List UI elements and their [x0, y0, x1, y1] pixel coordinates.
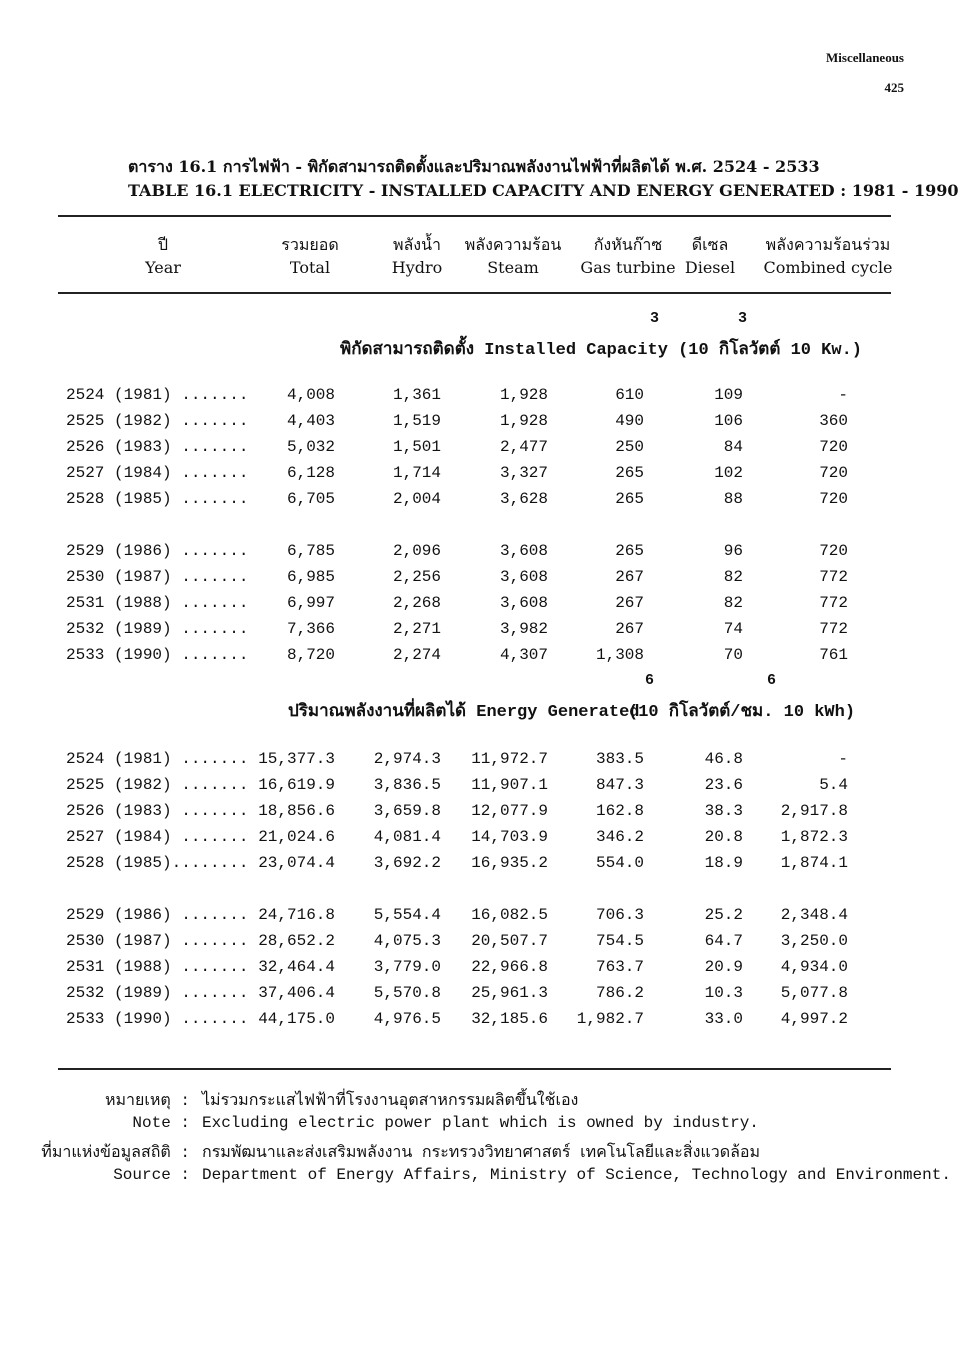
cell-diesel: 82: [723, 568, 743, 586]
source-thai-text: กรมพัฒนาและส่งเสริมพลังงาน กระทรวงวิทยาศาสตร์ เทคโนโลยีและสิ่งแวดล้อม: [202, 1144, 761, 1162]
cell-year: 2527 (1984) .......: [66, 828, 249, 846]
cell-steam: 16,935.2: [471, 854, 548, 872]
cell-gas: 267: [615, 620, 644, 638]
cell-comb: 772: [819, 594, 848, 612]
note-thai-label: หมายเหตุ :: [104, 1092, 190, 1110]
cell-total: 28,652.2: [258, 932, 335, 950]
energy-section-unit: (10 กิโลวัตต์/ชม. 10 kWh): [628, 703, 856, 722]
table-row: [0, 386, 966, 412]
cell-hydro: 2,096: [392, 542, 441, 560]
cell-year: 2526 (1983) .......: [66, 438, 249, 456]
cell-diesel: 23.6: [704, 776, 743, 794]
cell-steam: 11,972.7: [471, 750, 548, 768]
cell-comb: 720: [819, 490, 848, 508]
table-row: [0, 958, 966, 984]
col-total-thai: รวมยอด: [281, 235, 339, 254]
cell-diesel: 33.0: [704, 1010, 743, 1028]
cell-hydro: 4,976.5: [373, 1010, 441, 1028]
table-row: [0, 568, 966, 594]
table-row: [0, 932, 966, 958]
cell-year: 2529 (1986) .......: [66, 542, 249, 560]
cell-year: 2531 (1988) .......: [66, 594, 249, 612]
cell-steam: 3,608: [499, 542, 548, 560]
col-gas-thai: กังหันก๊าซ: [593, 235, 663, 254]
cell-gas: 162.8: [595, 802, 644, 820]
cell-steam: 11,907.1: [471, 776, 548, 794]
cell-diesel: 106: [714, 412, 743, 430]
table-row: [0, 464, 966, 490]
cell-hydro: 3,659.8: [373, 802, 441, 820]
cell-hydro: 1,501: [392, 438, 441, 456]
cell-year: 2530 (1987) .......: [66, 932, 249, 950]
table-row: [0, 620, 966, 646]
cell-total: 4,008: [286, 386, 335, 404]
cell-gas: 346.2: [595, 828, 644, 846]
table-row: [0, 854, 966, 880]
cell-hydro: 2,271: [392, 620, 441, 638]
table-row: [0, 1010, 966, 1036]
cell-steam: 1,928: [499, 412, 548, 430]
capacity-exponent-1: 3: [650, 310, 660, 327]
cell-comb: 761: [819, 646, 848, 664]
note-thai-text: ไม่รวมกระแสไฟฟ้าที่โรงงานอุตสาหกรรมผลิตขึ้นใช้เอง: [202, 1092, 579, 1110]
cell-comb: 2,917.8: [780, 802, 848, 820]
cell-comb: -: [838, 386, 848, 404]
cell-steam: 22,966.8: [471, 958, 548, 976]
cell-comb: 1,874.1: [780, 854, 848, 872]
cell-diesel: 96: [723, 542, 743, 560]
table-row: [0, 438, 966, 464]
cell-hydro: 2,268: [392, 594, 441, 612]
cell-total: 24,716.8: [258, 906, 335, 924]
cell-comb: 5.4: [819, 776, 848, 794]
source-thai-label: ที่มาแห่งข้อมูลสถิติ :: [41, 1144, 190, 1162]
note-label: Note :: [132, 1114, 190, 1132]
cell-diesel: 70: [723, 646, 743, 664]
cell-year: 2533 (1990) .......: [66, 1010, 249, 1028]
col-steam-thai: พลังความร้อน: [464, 235, 562, 254]
cell-comb: 5,077.8: [780, 984, 848, 1002]
cell-steam: 2,477: [499, 438, 548, 456]
table-title-thai: ตาราง 16.1 การไฟฟ้า - พิกัดสามารถติดตั้งและปริมาณพลังงานไฟฟ้าที่ผลิตได้ พ.ศ. 2524 - 2533: [128, 157, 820, 176]
cell-year: 2533 (1990) .......: [66, 646, 249, 664]
cell-gas: 1,982.7: [576, 1010, 644, 1028]
cell-comb: -: [838, 750, 848, 768]
table-row: [0, 828, 966, 854]
energy-exponent-1: 6: [645, 672, 655, 689]
cell-hydro: 1,519: [392, 412, 441, 430]
cell-gas: 706.3: [595, 906, 644, 924]
col-steam: Steam: [487, 258, 539, 277]
cell-total: 23,074.4: [258, 854, 335, 872]
cell-year: 2530 (1987) .......: [66, 568, 249, 586]
cell-year: 2525 (1982) .......: [66, 776, 249, 794]
cell-year: 2524 (1981) .......: [66, 386, 249, 404]
cell-hydro: 2,256: [392, 568, 441, 586]
cell-comb: 720: [819, 464, 848, 482]
cell-steam: 14,703.9: [471, 828, 548, 846]
cell-hydro: 3,836.5: [373, 776, 441, 794]
page-number: 425: [884, 80, 904, 95]
col-diesel-thai: ดีเซล: [691, 235, 729, 254]
cell-comb: 1,872.3: [780, 828, 848, 846]
cell-steam: 3,628: [499, 490, 548, 508]
cell-diesel: 20.9: [704, 958, 743, 976]
cell-diesel: 20.8: [704, 828, 743, 846]
cell-hydro: 2,974.3: [373, 750, 441, 768]
cell-gas: 265: [615, 464, 644, 482]
cell-hydro: 2,274: [392, 646, 441, 664]
cell-steam: 1,928: [499, 386, 548, 404]
note-text: Excluding electric power plant which is owned by industry.: [202, 1114, 759, 1132]
cell-diesel: 82: [723, 594, 743, 612]
cell-hydro: 3,692.2: [373, 854, 441, 872]
cell-year: 2525 (1982) .......: [66, 412, 249, 430]
cell-diesel: 88: [723, 490, 743, 508]
cell-diesel: 25.2: [704, 906, 743, 924]
cell-total: 15,377.3: [258, 750, 335, 768]
cell-total: 8,720: [286, 646, 335, 664]
cell-year: 2529 (1986) .......: [66, 906, 249, 924]
cell-comb: 3,250.0: [780, 932, 848, 950]
cell-steam: 3,982: [499, 620, 548, 638]
capacity-exponent-2: 3: [738, 310, 748, 327]
cell-steam: 3,608: [499, 568, 548, 586]
cell-total: 5,032: [286, 438, 335, 456]
cell-total: 4,403: [286, 412, 335, 430]
cell-comb: 720: [819, 438, 848, 456]
cell-hydro: 3,779.0: [373, 958, 441, 976]
cell-hydro: 4,075.3: [373, 932, 441, 950]
cell-gas: 786.2: [595, 984, 644, 1002]
cell-steam: 20,507.7: [471, 932, 548, 950]
cell-gas: 847.3: [595, 776, 644, 794]
cell-steam: 12,077.9: [471, 802, 548, 820]
page-section: Miscellaneous: [826, 50, 904, 65]
table-row: [0, 802, 966, 828]
cell-year: 2527 (1984) .......: [66, 464, 249, 482]
energy-exponent-2: 6: [767, 672, 777, 689]
cell-steam: 32,185.6: [471, 1010, 548, 1028]
bottom-rule: [58, 1068, 891, 1070]
cell-gas: 554.0: [595, 854, 644, 872]
cell-diesel: 84: [723, 438, 743, 456]
cell-comb: 772: [819, 568, 848, 586]
cell-hydro: 4,081.4: [373, 828, 441, 846]
cell-total: 16,619.9: [258, 776, 335, 794]
table-row: [0, 542, 966, 568]
cell-comb: 720: [819, 542, 848, 560]
cell-total: 6,985: [286, 568, 335, 586]
cell-comb: 2,348.4: [780, 906, 848, 924]
col-year: Year: [145, 258, 181, 277]
cell-comb: 772: [819, 620, 848, 638]
cell-total: 6,705: [286, 490, 335, 508]
table-row: [0, 906, 966, 932]
cell-total: 7,366: [286, 620, 335, 638]
col-diesel: Diesel: [684, 258, 736, 277]
table-row: [0, 412, 966, 438]
table-row: [0, 984, 966, 1010]
cell-steam: 25,961.3: [471, 984, 548, 1002]
source-text: Department of Energy Affairs, Ministry of Science, Technology and Environment.: [202, 1166, 951, 1184]
cell-hydro: 5,554.4: [373, 906, 441, 924]
table-title-english: TABLE 16.1 ELECTRICITY - INSTALLED CAPACITY AND ENERGY GENERATED : 1981 - 1990: [128, 181, 959, 200]
cell-year: 2532 (1989) .......: [66, 984, 249, 1002]
cell-comb: 4,997.2: [780, 1010, 848, 1028]
cell-total: 44,175.0: [258, 1010, 335, 1028]
cell-hydro: 1,361: [392, 386, 441, 404]
cell-year: 2526 (1983) .......: [66, 802, 249, 820]
table-row: [0, 490, 966, 516]
cell-comb: 4,934.0: [780, 958, 848, 976]
col-year-thai: ปี: [157, 235, 169, 254]
cell-steam: 16,082.5: [471, 906, 548, 924]
cell-total: 6,128: [286, 464, 335, 482]
cell-total: 37,406.4: [258, 984, 335, 1002]
cell-total: 6,785: [286, 542, 335, 560]
cell-total: 18,856.6: [258, 802, 335, 820]
cell-diesel: 38.3: [704, 802, 743, 820]
col-hydro: Hydro: [391, 258, 443, 277]
source-label: Source :: [113, 1166, 190, 1184]
cell-hydro: 1,714: [392, 464, 441, 482]
cell-diesel: 46.8: [704, 750, 743, 768]
table-row: [0, 646, 966, 672]
cell-gas: 610: [615, 386, 644, 404]
cell-diesel: 109: [714, 386, 743, 404]
cell-year: 2532 (1989) .......: [66, 620, 249, 638]
table-row: [0, 594, 966, 620]
cell-diesel: 64.7: [704, 932, 743, 950]
cell-gas: 490: [615, 412, 644, 430]
cell-year: 2528 (1985)........: [66, 854, 249, 872]
col-hydro-thai: พลังน้ำ: [392, 235, 442, 254]
cell-total: 21,024.6: [258, 828, 335, 846]
table-row: [0, 776, 966, 802]
cell-year: 2524 (1981) .......: [66, 750, 249, 768]
cell-steam: 4,307: [499, 646, 548, 664]
cell-steam: 3,327: [499, 464, 548, 482]
cell-gas: 383.5: [595, 750, 644, 768]
cell-gas: 265: [615, 490, 644, 508]
table-row: [0, 750, 966, 776]
header-rule: [58, 292, 891, 294]
col-gas: Gas turbine: [580, 258, 676, 277]
cell-diesel: 18.9: [704, 854, 743, 872]
cell-steam: 3,608: [499, 594, 548, 612]
cell-gas: 754.5: [595, 932, 644, 950]
cell-diesel: 74: [723, 620, 743, 638]
cell-diesel: 102: [714, 464, 743, 482]
cell-gas: 1,308: [595, 646, 644, 664]
cell-year: 2528 (1985) .......: [66, 490, 249, 508]
cell-gas: 250: [615, 438, 644, 456]
cell-gas: 267: [615, 568, 644, 586]
cell-gas: 265: [615, 542, 644, 560]
cell-comb: 360: [819, 412, 848, 430]
col-combined-thai: พลังความร้อนร่วม: [765, 235, 891, 254]
cell-gas: 267: [615, 594, 644, 612]
cell-hydro: 5,570.8: [373, 984, 441, 1002]
cell-total: 32,464.4: [258, 958, 335, 976]
col-combined: Combined cycle: [763, 258, 893, 277]
cell-total: 6,997: [286, 594, 335, 612]
cell-hydro: 2,004: [392, 490, 441, 508]
cell-gas: 763.7: [595, 958, 644, 976]
capacity-section-title: พิกัดสามารถติดตั้ง Installed Capacity (10 กิโลวัตต์ 10 Kw.): [340, 341, 862, 360]
col-total: Total: [289, 258, 331, 277]
cell-diesel: 10.3: [704, 984, 743, 1002]
energy-section-title: ปริมาณพลังงานที่ผลิตได้ Energy Generated: [288, 703, 640, 722]
cell-year: 2531 (1988) .......: [66, 958, 249, 976]
top-rule: [58, 215, 891, 217]
